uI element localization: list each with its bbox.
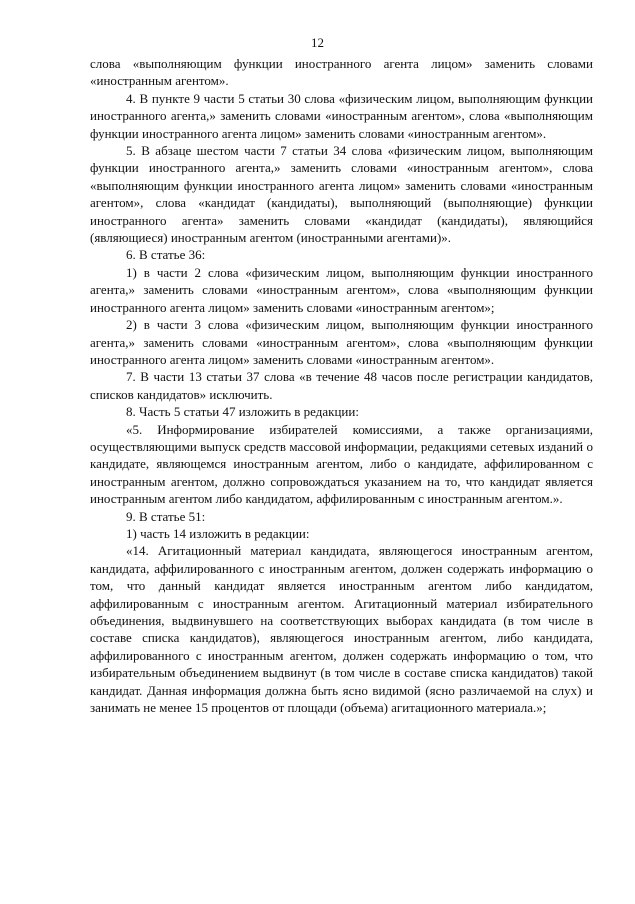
page-number: 12	[311, 35, 324, 50]
paragraph: 9. В статье 51:	[126, 508, 206, 524]
paragraph: 6. В статье 36:	[126, 247, 206, 263]
paragraph: слова «выполняющим функции иностранного агента лицом» заменить словами «иностранным агентом».	[90, 56, 593, 89]
paragraph: 2) в части 3 слова «физическим лицом, выполняющим функции иностранного агента,» заменить словами «иностранным агентом», слова «выполняющим функции иностранного агента лицом» заменить словами «иностранным агентом».	[90, 317, 593, 367]
paragraph: «14. Агитационный материал кандидата, являющегося иностранным агентом, кандидата, аффилированного с иностранным агентом, должен содержать информацию о том, что данный кандидат является иностранным агентом либо кандидатом, аффилированным с иностранным агентом. Агитационный материал избирательного объединения, выдвинувшего на соответствующих выборах кандидата (в том числе в составе списка кандидатов), являющегося иностранным агентом, либо кандидата, аффилированного с иностранным агентом, должен содержать информацию о том, что избирательным объединением выдвинут (в том числе в составе списка кандидатов) такой кандидат. Данная информация должна быть ясно видимой (ясно различаемой на слух) и занимать не менее 15 процентов от площади (объема) агитационного материала.»;	[90, 543, 593, 716]
paragraph: «5. Информирование избирателей комиссиями, а также организациями, осуществляющими выпуск средств массовой информации, редакциями сетевых изданий о кандидате, являющемся иностранным агентом, либо о кандидате, аффилированном с иностранным агентом, должно сопровождаться указанием на то, что кандидат является иностранным агентом либо кандидатом, аффилированным с иностранным агентом.».	[90, 421, 593, 507]
paragraph: 1) часть 14 изложить в редакции:	[126, 525, 310, 541]
paragraph: 8. Часть 5 статьи 47 изложить в редакции:	[126, 404, 359, 420]
paragraph: 4. В пункте 9 части 5 статьи 30 слова «физическим лицом, выполняющим функции иностранного агента,» заменить словами «иностранным агентом», слова «выполняющим функции иностранного агента лицом» заменить словами «иностранным агентом».	[90, 90, 593, 141]
paragraph: 7. В части 13 статьи 37 слова «в течение 48 часов после регистрации кандидатов, списков кандидатов» исключить.	[90, 369, 593, 402]
document-body	[90, 55, 593, 716]
paragraph: 1) в части 2 слова «физическим лицом, выполняющим функции иностранного агента,» заменить словами «иностранным агентом», слова «выполняющим функции иностранного агента лицом» заменить словами «иностранным агентом»;	[90, 264, 593, 315]
paragraph: 5. В абзаце шестом части 7 статьи 34 слова «физическим лицом, выполняющим функции иностранного агента,» заменить словами «иностранным агентом», слова «выполняющим функции иностранного агента лицом» заменить словами «иностранным агентом», слова «кандидат (кандидаты), выполняющий (выполняющие) функции иностранного агента» заменить словами «кандидат (кандидаты), являющийся (являющиеся) иностранным агентом (иностранными агентами)».	[90, 143, 593, 246]
